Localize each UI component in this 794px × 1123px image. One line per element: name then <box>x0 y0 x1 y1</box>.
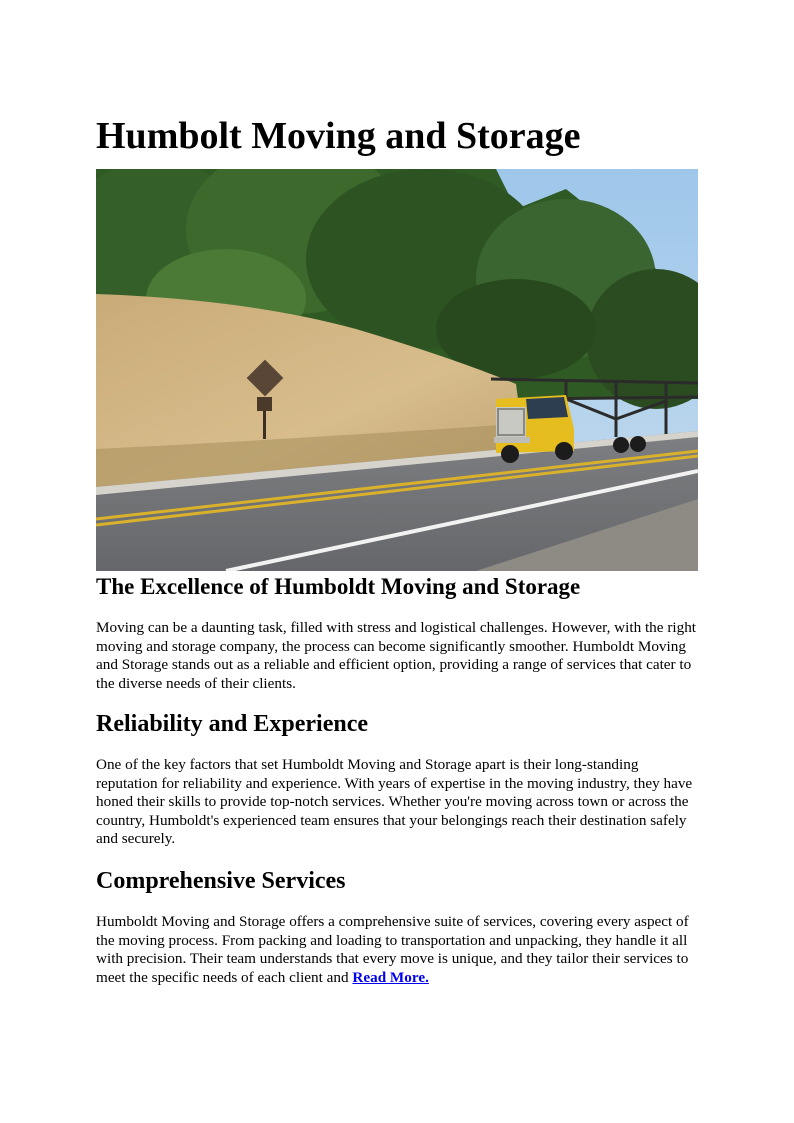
section-body: Moving can be a daunting task, filled with stress and logistical challenges. However, with the right moving and storage company, the process can become significantly smoother. Humboldt Moving and Storage stands out as a reliable and efficient option, providing a range of services that cater to the diverse needs of their clients. <box>96 619 697 692</box>
page-title: Humbolt Moving and Storage <box>96 115 581 157</box>
section-body-with-link <box>96 913 700 987</box>
section-body: Humboldt Moving and Storage offers a comprehensive suite of services, covering every aspect of the moving process. From packing and loading to transportation and unpacking, they handle it all with precision. Their team understands that every move is unique, and they tailor their services to meet the specific needs of each client and <box>96 913 689 986</box>
section-body: One of the key factors that set Humboldt Moving and Storage apart is their long-standing reputation for reliability and experience. With years of expertise in the moving industry, they have honed their skills to provide top-notch services. Whether you're moving across town or across the country, Humboldt's experienced team ensures that your belongings reach their destination safely and securely. <box>96 756 693 848</box>
section-heading: The Excellence of Humboldt Moving and Storage <box>96 574 581 599</box>
read-more-link[interactable]: Read More. <box>352 968 429 986</box>
hero-image <box>96 169 698 571</box>
section-heading: Comprehensive Services <box>96 868 346 894</box>
section-heading: Reliability and Experience <box>96 711 368 737</box>
truck-on-highway-photo <box>96 169 698 571</box>
